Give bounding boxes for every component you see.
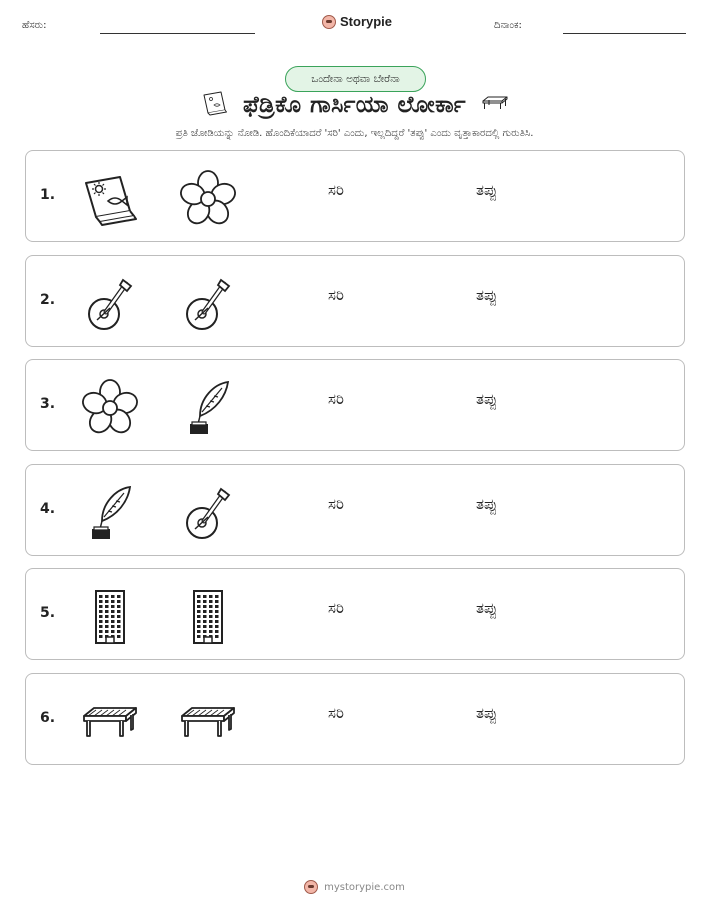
- storypie-logo-icon: [322, 15, 336, 29]
- guitar-icon: [178, 483, 238, 543]
- worksheet-type-badge: ಒಂದೇನಾ ಅಥವಾ ಬೇರೆನಾ: [285, 66, 426, 92]
- pair-row: [25, 673, 685, 765]
- option-different[interactable]: ತಪ್ಪು: [476, 703, 498, 722]
- quill-icon: [178, 378, 238, 438]
- building-icon: [80, 587, 140, 647]
- row-number: 3.: [40, 396, 56, 412]
- name-label: ಹೆಸರು:: [22, 20, 47, 31]
- table-icon: [80, 692, 140, 752]
- quill-icon: [80, 483, 140, 543]
- guitar-icon: [80, 274, 140, 334]
- option-different[interactable]: ತಪ್ಪು: [476, 390, 498, 408]
- table-icon: [178, 692, 238, 752]
- row-number: 4.: [40, 500, 56, 517]
- row-number: 2.: [40, 291, 56, 308]
- option-same[interactable]: ಸರಿ: [328, 390, 344, 408]
- option-same[interactable]: ಸರಿ: [328, 494, 344, 513]
- option-same[interactable]: ಸರಿ: [328, 703, 344, 722]
- option-different[interactable]: ತಪ್ಪು: [476, 285, 498, 304]
- row-number: 6.: [40, 709, 56, 726]
- building-icon: [178, 587, 238, 647]
- title-row: [0, 88, 709, 122]
- brand: [322, 14, 392, 29]
- footer-url[interactable]: mystorypie.com: [324, 881, 405, 893]
- pair-row: [25, 464, 685, 556]
- flower-icon: [80, 378, 140, 438]
- pair-row: [25, 568, 685, 660]
- option-different[interactable]: ತಪ್ಪು: [476, 599, 498, 617]
- book-icon: [80, 169, 140, 229]
- brand-name: Storypie: [340, 14, 393, 29]
- footer: [0, 880, 709, 894]
- pair-list: [25, 150, 685, 777]
- option-different[interactable]: ತಪ್ಪು: [476, 181, 498, 199]
- option-same[interactable]: ಸರಿ: [328, 599, 344, 617]
- row-number: 5.: [40, 605, 56, 621]
- pair-row: [25, 150, 685, 242]
- option-different[interactable]: ತಪ್ಪು: [476, 494, 498, 513]
- date-label: ದಿನಾಂಕ:: [494, 20, 522, 31]
- date-field[interactable]: [563, 33, 686, 34]
- flower-icon: [178, 169, 238, 229]
- pair-row: [25, 359, 685, 451]
- guitar-icon: [178, 274, 238, 334]
- worksheet-header: [0, 0, 709, 50]
- table-icon: [480, 88, 510, 122]
- page-title: ಫೆಡ್ರಿಕೊ ಗಾರ್ಸಿಯಾ ಲೋರ್ಕಾ: [242, 92, 467, 118]
- book-icon: [199, 88, 229, 122]
- storypie-logo-icon: [304, 880, 318, 894]
- row-number: 1.: [40, 187, 56, 203]
- option-same[interactable]: ಸರಿ: [328, 285, 344, 304]
- pair-row: [25, 255, 685, 347]
- name-field[interactable]: [100, 33, 255, 34]
- instructions: ಪ್ರತಿ ಜೋಡಿಯನ್ನು ನೋಡಿ. ಹೊಂದಿಕೆಯಾದರೆ 'ಸರಿ' ಎಂದು, ಇಲ್ಲದಿದ್ದರೆ 'ತಪ್ಪು' ಎಂದು ವೃತ್ತಾಕಾರದಲ್ಲಿ ಗುರುತಿಸಿ.: [175, 128, 534, 139]
- option-same[interactable]: ಸರಿ: [328, 181, 344, 199]
